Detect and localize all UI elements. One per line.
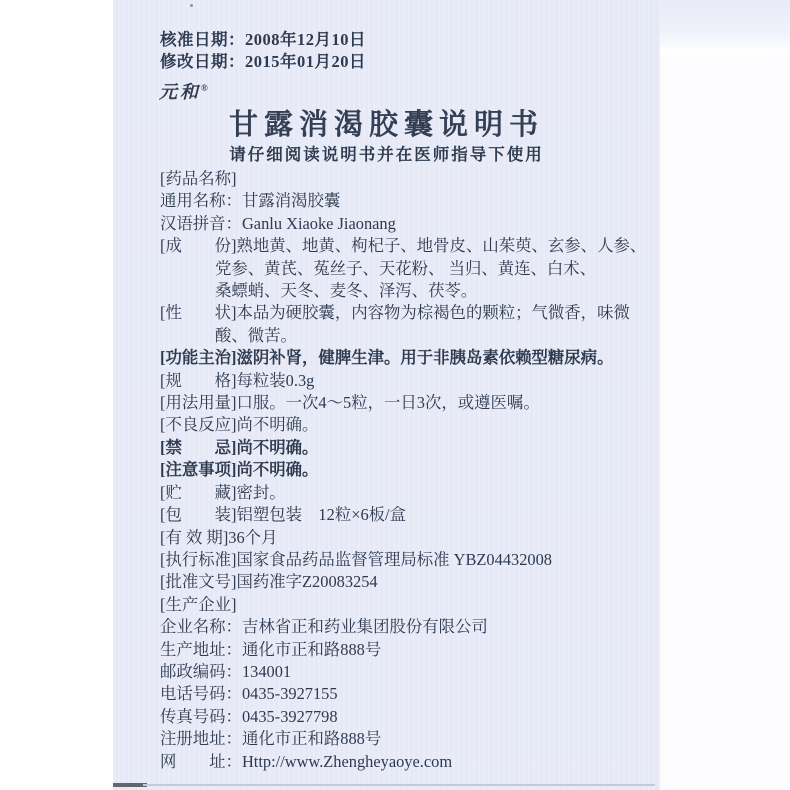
body-line: 邮政编码：134001 xyxy=(160,661,292,681)
body-line: [包 装]铝塑包装 12粒×6板/盒 xyxy=(160,505,406,525)
body-line: [执行标准]国家食品药品监督管理局标准 YBZ04432008 xyxy=(160,549,552,569)
registered-trademark-icon: ® xyxy=(201,83,208,93)
body-line: [贮 藏]密封。 xyxy=(160,482,286,502)
date-block xyxy=(160,29,366,72)
body-line: 电话号码：0435-3927155 xyxy=(160,684,338,704)
body-line: 酸、微苦。 xyxy=(215,325,297,345)
scan-right-margin xyxy=(660,52,790,790)
body-line: [性 状]本品为硬胶囊，内容物为棕褐色的颗粒；气微香，味微 xyxy=(160,303,630,323)
body-line: [成 份]熟地黄、地黄、枸杞子、地骨皮、山茱萸、玄参、人参、 xyxy=(160,236,647,256)
brand-logo xyxy=(159,78,208,104)
body-line: 通用名称：甘露消渴胶囊 xyxy=(160,191,341,211)
scan-edge-shadow xyxy=(113,783,147,787)
body-line: 网 址：Http://www.Zhengheyaoye.com xyxy=(160,751,453,771)
body-line: 生产地址：通化市正和路888号 xyxy=(160,639,382,659)
brand-name: 元和 xyxy=(159,82,201,102)
scan-top-bleed xyxy=(660,0,790,52)
body-line: [有 效 期]36个月 xyxy=(160,527,278,547)
body-line: [药品名称] xyxy=(160,169,237,188)
body-line: [功能主治]滋阴补肾，健脾生津。用于非胰岛素依赖型糖尿病。 xyxy=(160,348,614,368)
leaflet-paper xyxy=(113,0,660,790)
approval-date: 核准日期：2008年12月10日 xyxy=(160,30,366,49)
scan-speck xyxy=(190,4,193,7)
body-line: [用法用量]口服。一次4～5粒，一日3次，或遵医嘱。 xyxy=(160,393,540,413)
leaflet-subtitle: 请仔细阅读说明书并在医师指导下使用 xyxy=(229,145,544,164)
body-line: [禁 忌]尚不明确。 xyxy=(160,437,319,457)
revision-date: 修改日期：2015年01月20日 xyxy=(160,51,366,71)
body-line: [注意事项]尚不明确。 xyxy=(160,460,319,480)
body-line: 汉语拼音：Ganlu Xiaoke Jiaonang xyxy=(160,213,396,233)
body-line: [不良反应]尚不明确。 xyxy=(160,415,319,435)
body-lines xyxy=(160,168,648,773)
body-line: [生产企业] xyxy=(160,594,237,614)
leaflet-title: 甘露消渴胶囊说明书 xyxy=(228,109,544,141)
body-line: 桑螵蛸、天冬、麦冬、泽泻、茯苓。 xyxy=(215,281,478,301)
body-line: 党参、黄芪、菟丝子、天花粉、 当归、黄连、白术、 xyxy=(215,258,597,278)
scan-edge-line xyxy=(143,784,655,786)
body-line: 企业名称：吉林省正和药业集团股份有限公司 xyxy=(160,617,488,637)
body-line: 注册地址：通化市正和路888号 xyxy=(160,729,382,749)
body-line: [批准文号]国药准字Z20083254 xyxy=(160,572,378,592)
body-line: 传真号码：0435-3927798 xyxy=(160,706,338,726)
body-line: [规 格]每粒装0.3g xyxy=(160,370,315,390)
